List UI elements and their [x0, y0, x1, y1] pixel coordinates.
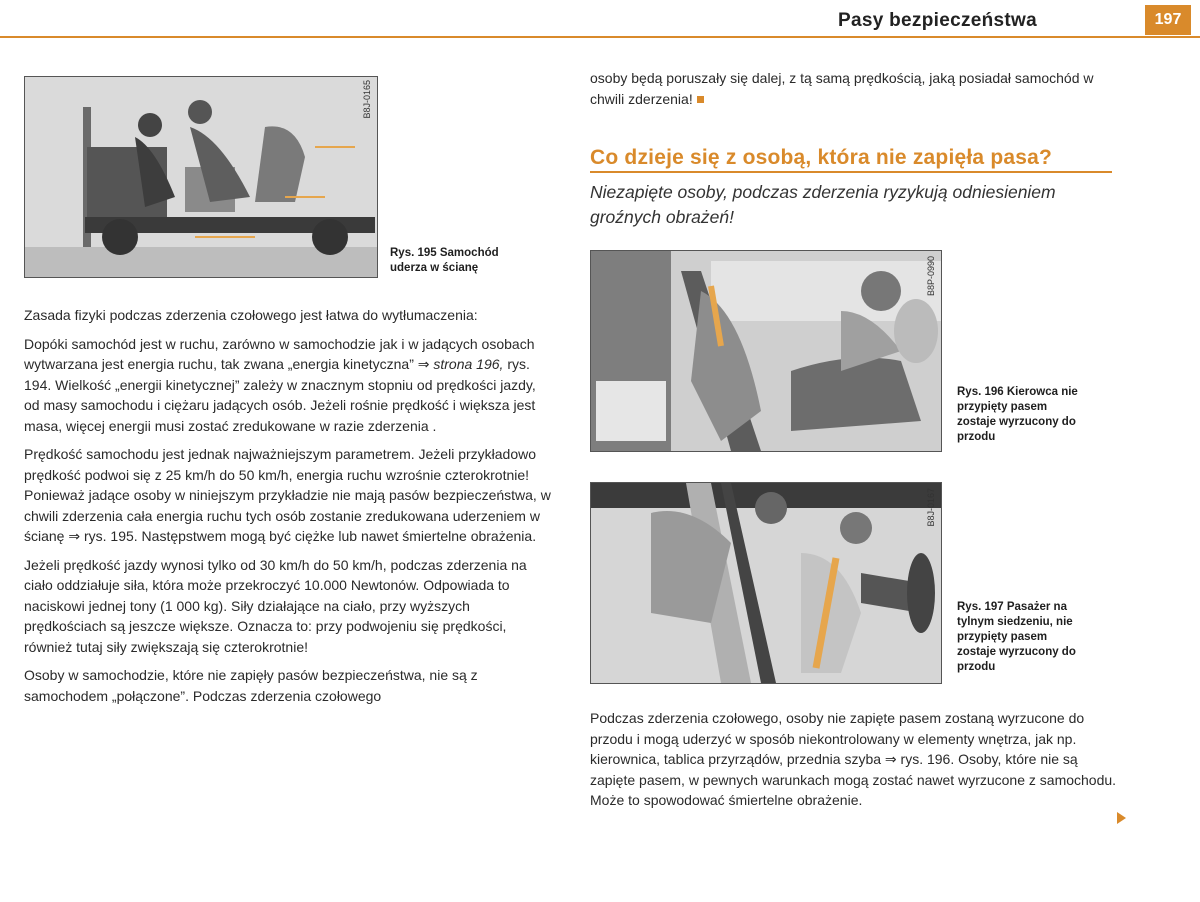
page-header-title: Pasy bezpieczeństwa — [838, 10, 1037, 31]
caption-line: Rys. 196 Kierowca nie — [957, 386, 1078, 398]
caption-line: przodu — [957, 431, 996, 443]
paragraph: Jeżeli prędkość jazdy wynosi tylko od 30 km/h do 50 km/h, podczas zderzenia na ciało oddziałuje siła, która może przekroczyć 10.000 Newtonów. Odpowiada to naciskowi jednej tony (1 000 kg). Siły działające na ciało, przy wyższych prędkościach są jeszcze większe. Oznacza to: przy podwojeniu się prędkości, również tutaj siły zwiększają się czterokrotnie! — [24, 556, 527, 655]
text-run: Dopóki samochód jest w ruchu, zarówno w samochodzie jak i w jadących osobach wytwarzana jest energia ruchu, tak zwana „energia kinetyczna” ⇒ — [24, 335, 535, 372]
lead-paragraph: Niezapięte osoby, podczas zderzenia ryzykują odniesieniem groźnych obrażeń! — [590, 182, 1056, 227]
car-crash-wall-illustration — [25, 77, 377, 277]
paragraph: Podczas zderzenia czołowego, osoby nie zapięte pasem zostaną wyrzucone do przodu i mogą uderzyć w sposób niekontrolowany w elementy wnętrza, jak np. kierownica, tablica przyrządów, przednia szyba ⇒ rys. 196. Osoby, które nie są zapięte pasem, w pewnych warunkach mogą zostać nawet wyrzucone z samochodu. Może to spowodować śmiertelne obrażenie. — [590, 710, 1117, 808]
figure-196-caption — [957, 385, 1117, 445]
caption-line: Rys. 195 Samochód — [390, 247, 499, 259]
paragraph: Osoby w samochodzie, które nie zapięły pasów bezpieczeństwa, nie są z samochodem „połączone”. Podczas zderzenia czołowego — [24, 667, 478, 704]
figure-196-code: B8P-0990 — [926, 256, 936, 297]
figure-195-caption — [390, 246, 540, 276]
paragraph: Prędkość samochodu jest jednak najważniejszym parametrem. Jeżeli przykładowo prędkość podwoi się z 25 km/h do 50 km/h, energia ruchu wzrośnie czterokrotnie! Ponieważ jadące osoby w niniejszym przykładzie nie mają pasów bezpieczeństwa, w chwili zderzenia cała energia ruchu tych osób zostanie zredukowana uderzeniem w ścianę ⇒ rys. 195. Następstwem mogą być ciężke lub nawet śmiertelne obrażenia. — [24, 446, 551, 544]
figure-195-code: B8J-0165 — [362, 80, 372, 119]
caption-line: uderza w ścianę — [390, 262, 479, 274]
text-run: rys. 194. Wielkość „energii kinetycznej” zależy w znacznym stopniu od prędkości jazdy, od masy samochodu i ciężaru jadących osób. Jeżeli rośnie prędkość i większa jest masa, więcej energii musi zostać zredukowane w razie zderzenia . — [24, 356, 536, 434]
header-rule — [0, 36, 1200, 38]
section-rule — [590, 171, 1112, 173]
caption-line: zostaje wyrzucony do — [957, 416, 1076, 428]
caption-line: przypięty pasem — [957, 401, 1048, 413]
page-reference: strona 196, — [433, 356, 504, 372]
paragraph — [590, 68, 1120, 109]
right-column-bottom — [590, 708, 1120, 819]
caption-line: zostaje wyrzucony do — [957, 646, 1076, 658]
driver-thrown-forward-illustration — [591, 251, 941, 451]
text-run: osoby będą poruszały się dalej, z tą samą prędkością, jaką posiadał samochód w chwili zderzenia! — [590, 70, 1094, 107]
caption-line: przypięty pasem — [957, 631, 1048, 643]
caption-line: Rys. 197 Pasażer na — [957, 601, 1067, 613]
continue-arrow-icon — [1117, 812, 1126, 824]
right-column-top — [590, 68, 1120, 117]
figure-196-illustration — [590, 250, 942, 452]
page-number-badge: 197 — [1145, 5, 1191, 35]
paragraph — [24, 334, 552, 437]
paragraph: Zasada fizyki podczas zderzenia czołowego jest łatwa do wytłumaczenia: — [24, 307, 478, 323]
rear-passenger-thrown-forward-illustration — [591, 483, 941, 683]
left-column — [24, 305, 552, 714]
figure-197-code: B8J-0167 — [926, 488, 936, 527]
caption-line: tylnym siedzeniu, nie — [957, 616, 1073, 628]
figure-197-illustration — [590, 482, 942, 684]
square-bullet-icon — [697, 96, 704, 103]
figure-197-caption — [957, 600, 1117, 675]
section-heading: Co dzieje się z osobą, która nie zapięła pasa? — [590, 146, 1053, 169]
caption-line: przodu — [957, 661, 996, 673]
figure-195-illustration — [24, 76, 378, 278]
